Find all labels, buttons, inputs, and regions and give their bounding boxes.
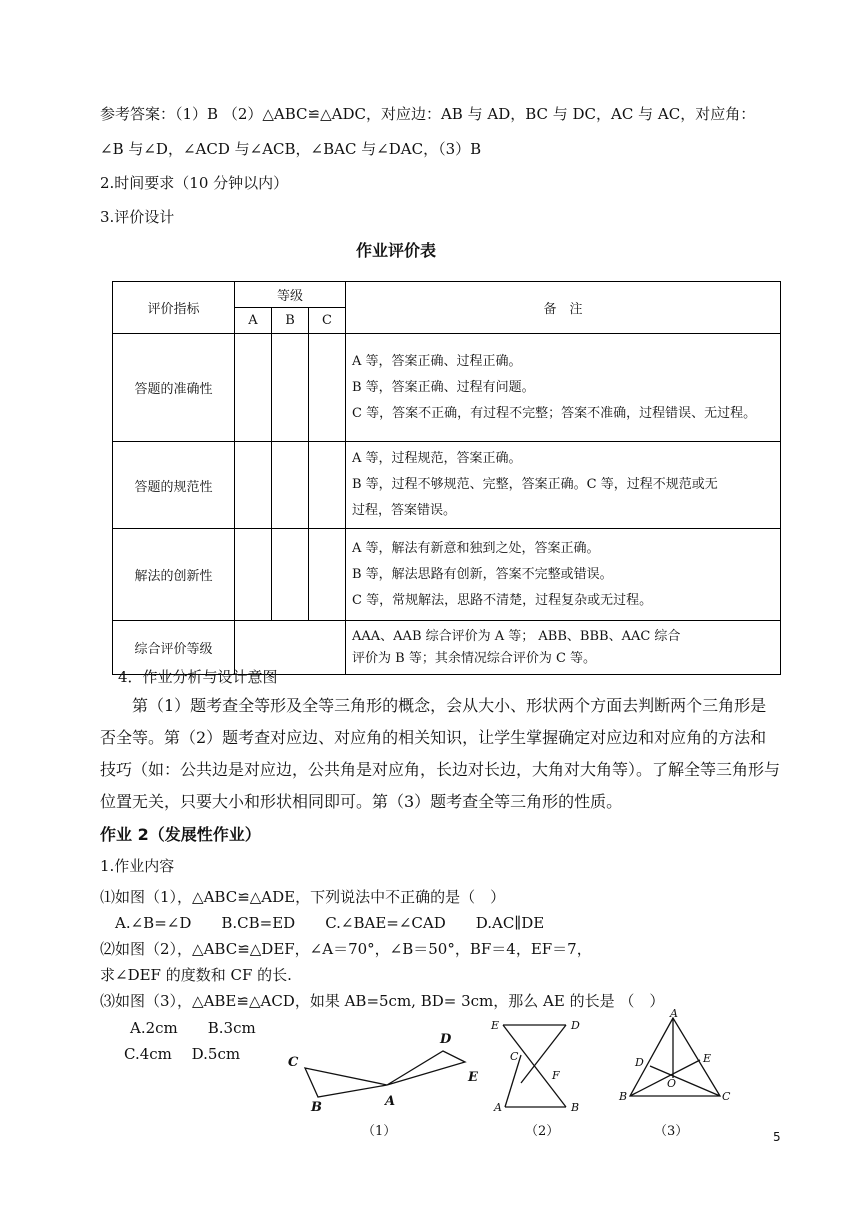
- note-line: A 等，解法有新意和独到之处，答案正确。: [352, 540, 600, 556]
- grade-cell: [309, 442, 346, 529]
- note-line: B 等，答案正确、过程有问题。: [352, 379, 535, 395]
- note-line: C 等，答案不正确，有过程不完整；答案不准确，过程错误、无过程。: [352, 405, 757, 421]
- note-line: A 等，过程规范，答案正确。: [352, 451, 522, 466]
- note-summary: [346, 621, 781, 675]
- figure-1-diagram: [280, 1025, 490, 1120]
- grade-cell: [235, 529, 272, 621]
- note-line: A 等，答案正确、过程正确。: [352, 353, 522, 369]
- indicator-accuracy: 答题的准确性: [113, 334, 235, 442]
- header-level: 等级: [235, 282, 346, 308]
- answer-line-1: 参考答案：（1）B （2）△ABC≌△ADC，对应边：AB 与 AD，BC 与 DC，AC 与 AC，对应角：: [100, 105, 756, 123]
- label-b: B: [311, 1100, 322, 1115]
- header-indicator: 评价指标: [113, 282, 235, 334]
- label-c: C: [722, 1090, 731, 1103]
- indicator-summary: 综合评价等级: [113, 621, 235, 675]
- question-1: ⑴如图（1），△ABC≌△ADE，下列说法中不正确的是（ ）: [100, 888, 506, 906]
- label-c: C: [288, 1055, 299, 1070]
- label-f: F: [552, 1069, 560, 1082]
- question-3: ⑶如图（3），△ABE≌△ACD，如果 AB=5cm, BD= 3cm，那么 AE 的长是 （ ）: [100, 992, 665, 1010]
- indicator-innovation: 解法的创新性: [113, 529, 235, 621]
- label-d: D: [440, 1032, 452, 1047]
- homework-2-title: 作业 2（发展性作业）: [100, 825, 261, 844]
- question-2-line-1: ⑵如图（2），△ABC≌△DEF，∠A＝70°，∠B＝50°，BF＝4，EF＝7，: [100, 940, 592, 958]
- analysis-title: 4．作业分析与设计意图: [118, 668, 278, 686]
- question-3-options-2: C.4cm D.5cm: [124, 1045, 241, 1063]
- indicator-standard: 答题的规范性: [113, 442, 235, 529]
- figure-caption-2: （2）: [525, 1124, 560, 1139]
- note-line: B 等，过程不够规范、完整，答案正确。C 等，过程不规范或无过程，答案错误。: [352, 477, 718, 518]
- grade-cell: [235, 334, 272, 442]
- answer-line-2: ∠B 与∠D，∠ACD 与∠ACB，∠BAC 与∠DAC，（3）B: [100, 140, 482, 158]
- note-accuracy: [346, 334, 781, 442]
- grade-cell: [309, 334, 346, 442]
- table-title: 作业评价表: [356, 241, 437, 260]
- homework-content-label: 1.作业内容: [100, 857, 175, 875]
- level-b: B: [272, 308, 309, 334]
- label-d: D: [571, 1019, 580, 1032]
- label-e: E: [491, 1019, 500, 1032]
- figure-caption-1: （1）: [362, 1124, 397, 1139]
- note-standard: [346, 442, 781, 529]
- figure-caption-3: （3）: [654, 1124, 689, 1139]
- question-2-line-2: 求∠DEF 的度数和 CF 的长.: [100, 966, 292, 984]
- grade-cell: [272, 442, 309, 529]
- evaluation-table: [112, 281, 781, 675]
- level-c: C: [309, 308, 346, 334]
- label-b: B: [619, 1090, 628, 1103]
- header-note: 备 注: [346, 282, 781, 334]
- label-e: E: [703, 1052, 712, 1065]
- question-3-options-1: A.2cm B.3cm: [130, 1019, 256, 1037]
- analysis-paragraph: 第（1）题考查全等形及全等三角形的概念，会从大小、形状两个方面去判断两个三角形是否全等。第（2）题考查对应边、对应角的相关知识，让学生掌握确定对应边和对应角的方法和技巧（如：公共边是对应边，公共角是对应角，长边对长边，大角对大角等）。了解全等三角形与位置无关，只要大小和形状相同即可。第（3）题考查全等三角形的性质。: [100, 696, 781, 811]
- grade-cell: [309, 529, 346, 621]
- note-line: B 等，解法思路有创新，答案不完整或错误。: [352, 566, 613, 582]
- grade-cell: [272, 529, 309, 621]
- label-o: O: [667, 1077, 677, 1090]
- level-a: A: [235, 308, 272, 334]
- label-e: E: [468, 1070, 478, 1085]
- label-b: B: [571, 1101, 580, 1114]
- label-a: A: [385, 1094, 396, 1109]
- note-line: AAA、AAB 综合评价为 A 等； ABB、BBB、AAC 综合评价为 B 等；其余情况综合评价为 C 等。: [352, 628, 681, 666]
- grade-cell: [235, 442, 272, 529]
- note-innovation: [346, 529, 781, 621]
- page-number: 5: [773, 1130, 781, 1144]
- question-1-options: A.∠B=∠D B.CB=ED C.∠BAE=∠CAD D.AC∥DE: [115, 914, 545, 932]
- label-a: A: [494, 1101, 502, 1114]
- label-a: A: [670, 1008, 678, 1020]
- evaluation-design: 3.评价设计: [100, 208, 175, 226]
- grade-cell: [272, 334, 309, 442]
- label-d: D: [635, 1056, 644, 1069]
- figure-2-diagram: [488, 1015, 598, 1125]
- time-requirement: 2.时间要求（10 分钟以内）: [100, 174, 289, 192]
- note-line: C 等，常规解法，思路不清楚，过程复杂或无过程。: [352, 592, 653, 608]
- label-c: C: [510, 1050, 519, 1063]
- figure-3-diagram: [610, 1008, 735, 1108]
